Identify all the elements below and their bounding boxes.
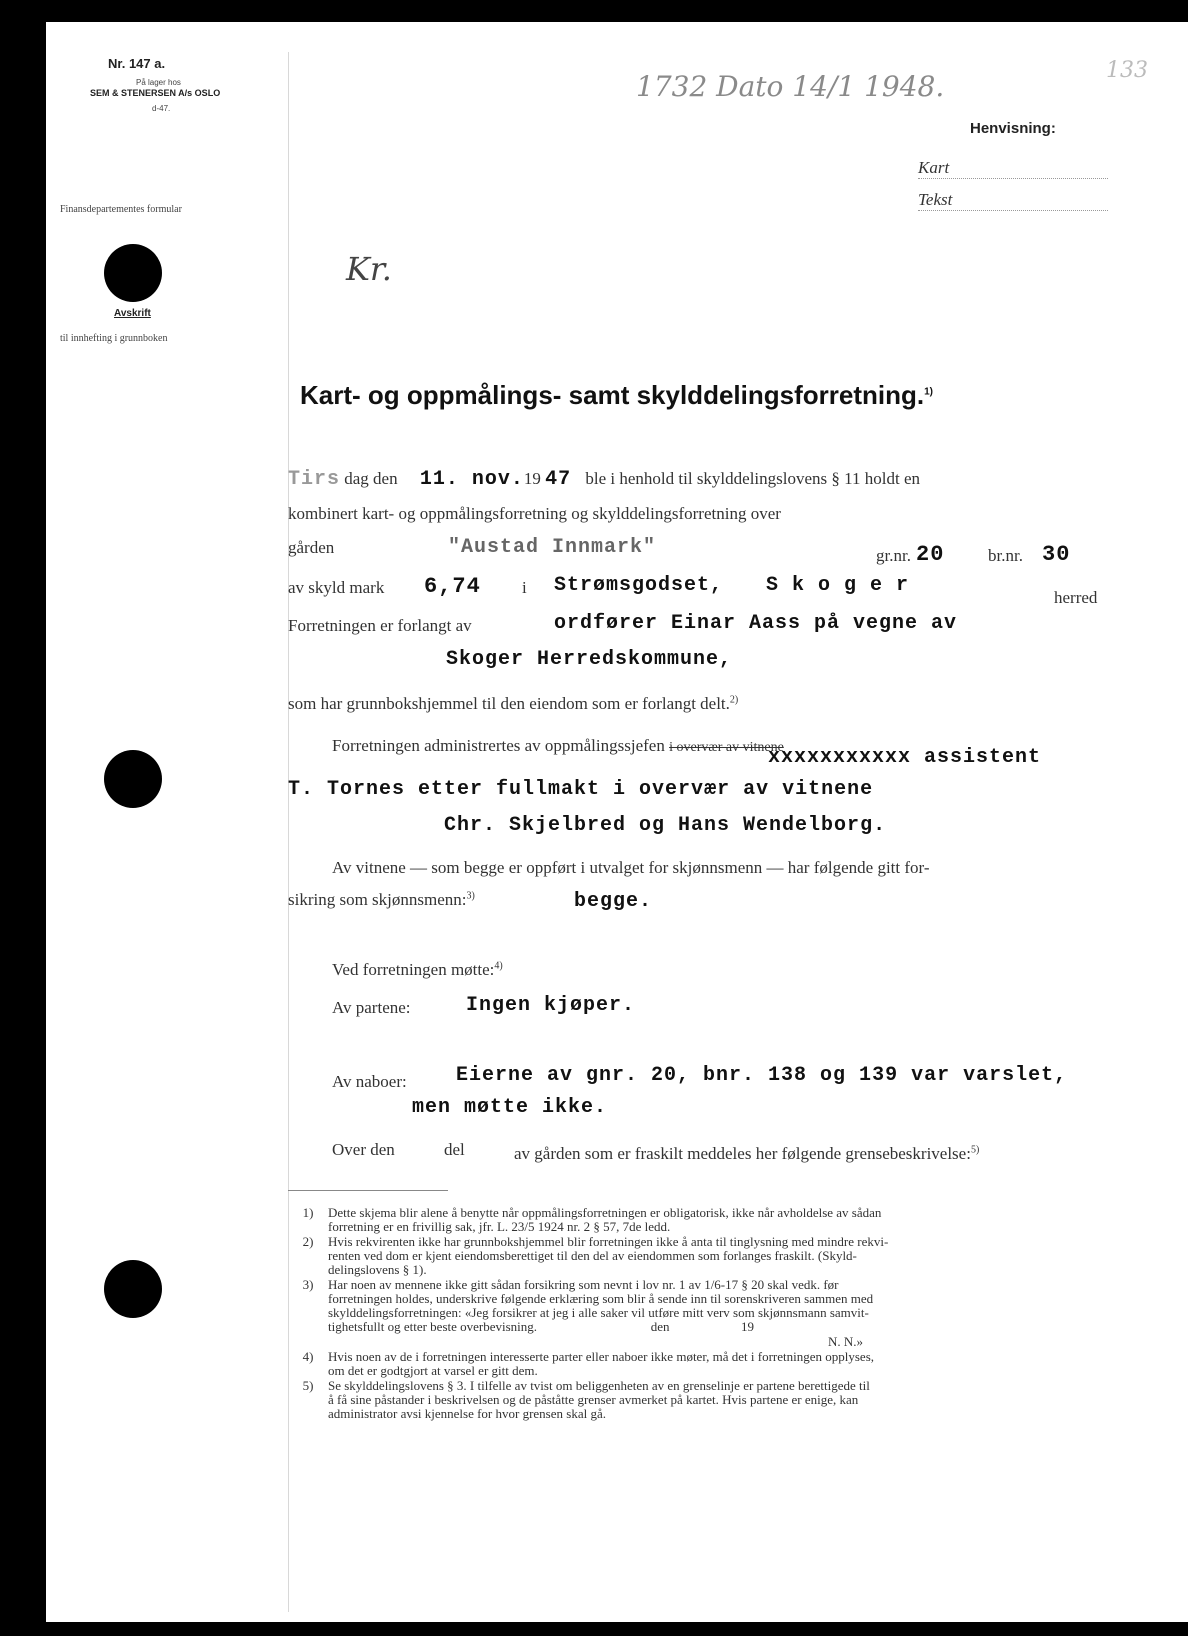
parish-typed: Strømsgodset,	[554, 574, 724, 597]
publisher-line1: På lager hos	[136, 78, 181, 87]
admin-line	[332, 736, 784, 756]
footnote-line: tighetsfullt og etter beste overbevisning. den 19	[328, 1319, 755, 1334]
footnote-line: forretningen holdes, underskrive følgende erklæring som blir å sende inn til sorenskriveren sammen med	[328, 1291, 874, 1306]
punch-hole	[104, 750, 162, 808]
footnote-line: forretning er en frivillig sak, jfr. L. 23/5 1924 nr. 2 § 57, 7de ledd.	[328, 1219, 671, 1234]
footnotes	[288, 1206, 1108, 1422]
footnote-line: renten ved dom er kjent eiendomsberettiget til den del av eiendommen som forlanges fraskilt. (Skyld-	[328, 1248, 857, 1263]
parties-typed: Ingen kjøper.	[466, 994, 636, 1017]
title-text: Kart- og oppmålings- samt skylddelingsforretning.	[300, 380, 925, 410]
year-typed: 47	[545, 468, 572, 491]
footnote-line: administrator avsi kjennelse for hvor grensen skal gå.	[328, 1406, 606, 1421]
footnote-line: N. N.»	[828, 1334, 864, 1349]
day-typed: Tirs	[288, 468, 341, 491]
met-line	[332, 960, 503, 980]
footnote-mark: 2)	[302, 1234, 314, 1249]
admin-text: Forretningen administrertes av oppmålingssjefen	[332, 736, 665, 755]
neighbours-typed2: men møtte ikke.	[412, 1096, 608, 1119]
neighbours-label: Av naboer:	[332, 1072, 407, 1091]
footnote-mark: 1)	[302, 1205, 314, 1220]
footnote-item	[288, 1379, 1108, 1421]
form-number: Nr. 147 a.	[108, 56, 166, 71]
footnote-line: skylddelingsforretningen: «Jeg forsikrer at jeg i alle saker vil utføre mitt verv som skjønnsmann samvit-	[328, 1305, 869, 1320]
footnote-item	[288, 1278, 1108, 1334]
witness-note: 3)	[466, 890, 475, 902]
year-prefix: 19	[523, 469, 541, 488]
witness-text2: sikring som skjønnsmenn:	[288, 890, 467, 909]
copy-text: til innhefting i grunnboken	[60, 333, 168, 344]
kart-field	[918, 158, 1108, 179]
hjemmel-note: 2)	[729, 694, 739, 706]
footnote-line: Hvis rekvirenten ikke har grunnbokshjemmel blir forretningen ikke å anta til tinglysning med mindre rekvi-	[328, 1234, 889, 1249]
footnote-text	[328, 1278, 873, 1334]
copy-label: Avskrift	[114, 308, 151, 319]
footnote-text	[328, 1379, 870, 1421]
footnote-line: om det er godtgjort at varsel er gitt dem.	[328, 1363, 538, 1378]
parties-label: Av partene:	[332, 998, 411, 1017]
kart-label: Kart	[918, 158, 950, 177]
skyld-label: av skyld mark	[288, 578, 385, 597]
form-code: d-47.	[152, 104, 171, 113]
tekst-label: Tekst	[918, 190, 953, 209]
footnote-line: Har noen av mennene ikke gitt sådan forsikring som nevnt i lov nr. 1 av 1/6-17 § 20 skal vedk. før	[328, 1277, 839, 1292]
footnote-text	[328, 1335, 863, 1349]
footnote-mark: 3)	[302, 1277, 314, 1292]
admin-struck: i overvær av vitnene	[669, 740, 784, 755]
punch-hole	[104, 244, 162, 302]
over-note: 5)	[970, 1144, 980, 1156]
grnr-value: 20	[916, 542, 945, 567]
over-line	[514, 1144, 979, 1164]
brnr-label: br.nr.	[988, 546, 1023, 565]
met-label: Ved forretningen møtte:	[332, 960, 495, 979]
requested-label: Forretningen er forlangt av	[288, 616, 472, 635]
reference-label: Henvisning:	[970, 120, 1056, 137]
farm-typed: "Austad Innmark"	[448, 536, 657, 559]
document-title	[300, 380, 933, 411]
title-note: 1)	[924, 386, 933, 398]
brnr-value: 30	[1042, 542, 1071, 567]
hjemmel-line	[288, 694, 738, 714]
requested-typed2: Skoger Herredskommune,	[446, 648, 733, 671]
neighbours-typed1: Eierne av gnr. 20, bnr. 138 og 139 var varslet,	[456, 1064, 1068, 1087]
skyld-value: 6,74	[424, 574, 481, 599]
corner-note: 133	[1106, 58, 1148, 83]
footnote-item	[288, 1335, 1108, 1349]
tekst-field	[918, 190, 1108, 211]
date-typed: 11. nov.	[419, 468, 524, 491]
witness-text1: Av vitnene — som begge er oppført i utvalget for skjønnsmenn — har følgende gitt for-	[332, 858, 930, 877]
skyld-i: i	[522, 578, 527, 597]
admin-typed1: xxxxxxxxxxx assistent	[768, 746, 1042, 769]
met-note: 4)	[494, 960, 503, 972]
admin-typed2: T. Tornes etter fullmakt i overvær av vitnene	[288, 778, 874, 801]
punch-hole	[104, 1260, 162, 1318]
witness-typed: begge.	[574, 890, 653, 913]
day-print: dag den	[344, 469, 398, 488]
herred-typed: S k o g e r	[766, 574, 910, 597]
footnote-divider	[288, 1190, 448, 1191]
publisher-name: SEM & STENERSEN A/s OSLO	[90, 88, 221, 98]
footnote-line: Hvis noen av de i forretningen interesserte parter eller naboer ikke møter, må det i forretningen opplyses,	[328, 1349, 875, 1364]
footnote-text	[328, 1235, 888, 1277]
footnote-mark	[288, 1335, 328, 1349]
footnote-line: delingslovens § 1).	[328, 1262, 427, 1277]
line1-rest: ble i henhold til skylddelingslovens § 11 holdt en	[585, 469, 921, 488]
footnote-line: Dette skjema blir alene å benytte når oppmålingsforretningen er obligatorisk, ikke når avholdelse av sådan	[328, 1205, 882, 1220]
line2: kombinert kart- og oppmålingsforretning og skylddelingsforretning over	[288, 504, 781, 523]
requested-typed: ordfører Einar Aass på vegne av	[554, 612, 958, 635]
document-page	[46, 22, 1188, 1622]
farm-label: gården	[288, 538, 335, 557]
handwritten-initials: Kr.	[346, 250, 392, 288]
footnote-line: Se skylddelingslovens § 3. I tilfelle av tvist om beliggenheten av en grenselinje er partene berettigede til	[328, 1378, 870, 1393]
witness-line2	[288, 890, 475, 910]
del-label: del	[444, 1140, 465, 1159]
date-line	[288, 468, 920, 491]
witnesses-typed: Chr. Skjelbred og Hans Wendelborg.	[444, 814, 887, 837]
hjemmel-text: som har grunnbokshjemmel til den eiendom som er forlangt delt.	[288, 694, 730, 713]
handwritten-stamp: 1732 Dato 14/1 1948.	[636, 70, 945, 103]
footnote-item	[288, 1350, 1108, 1378]
grnr-label: gr.nr.	[876, 546, 911, 565]
footnote-item	[288, 1235, 1108, 1277]
herred-label: herred	[1054, 588, 1098, 607]
footnote-item	[288, 1206, 1108, 1234]
footnote-text	[328, 1350, 874, 1378]
footnote-line: å få sine påstander i beskrivelsen og de påståtte grenser avmerket på kartet. Hvis partene er enige, kan	[328, 1392, 859, 1407]
footnote-text	[328, 1206, 881, 1234]
footnote-mark: 4)	[302, 1349, 314, 1364]
footnote-mark: 5)	[302, 1378, 314, 1393]
over-label: Over den	[332, 1140, 395, 1159]
ministry-label: Finansdepartementes formular	[60, 204, 182, 215]
over-rest: av gården som er fraskilt meddeles her følgende grensebeskrivelse:	[514, 1144, 971, 1163]
